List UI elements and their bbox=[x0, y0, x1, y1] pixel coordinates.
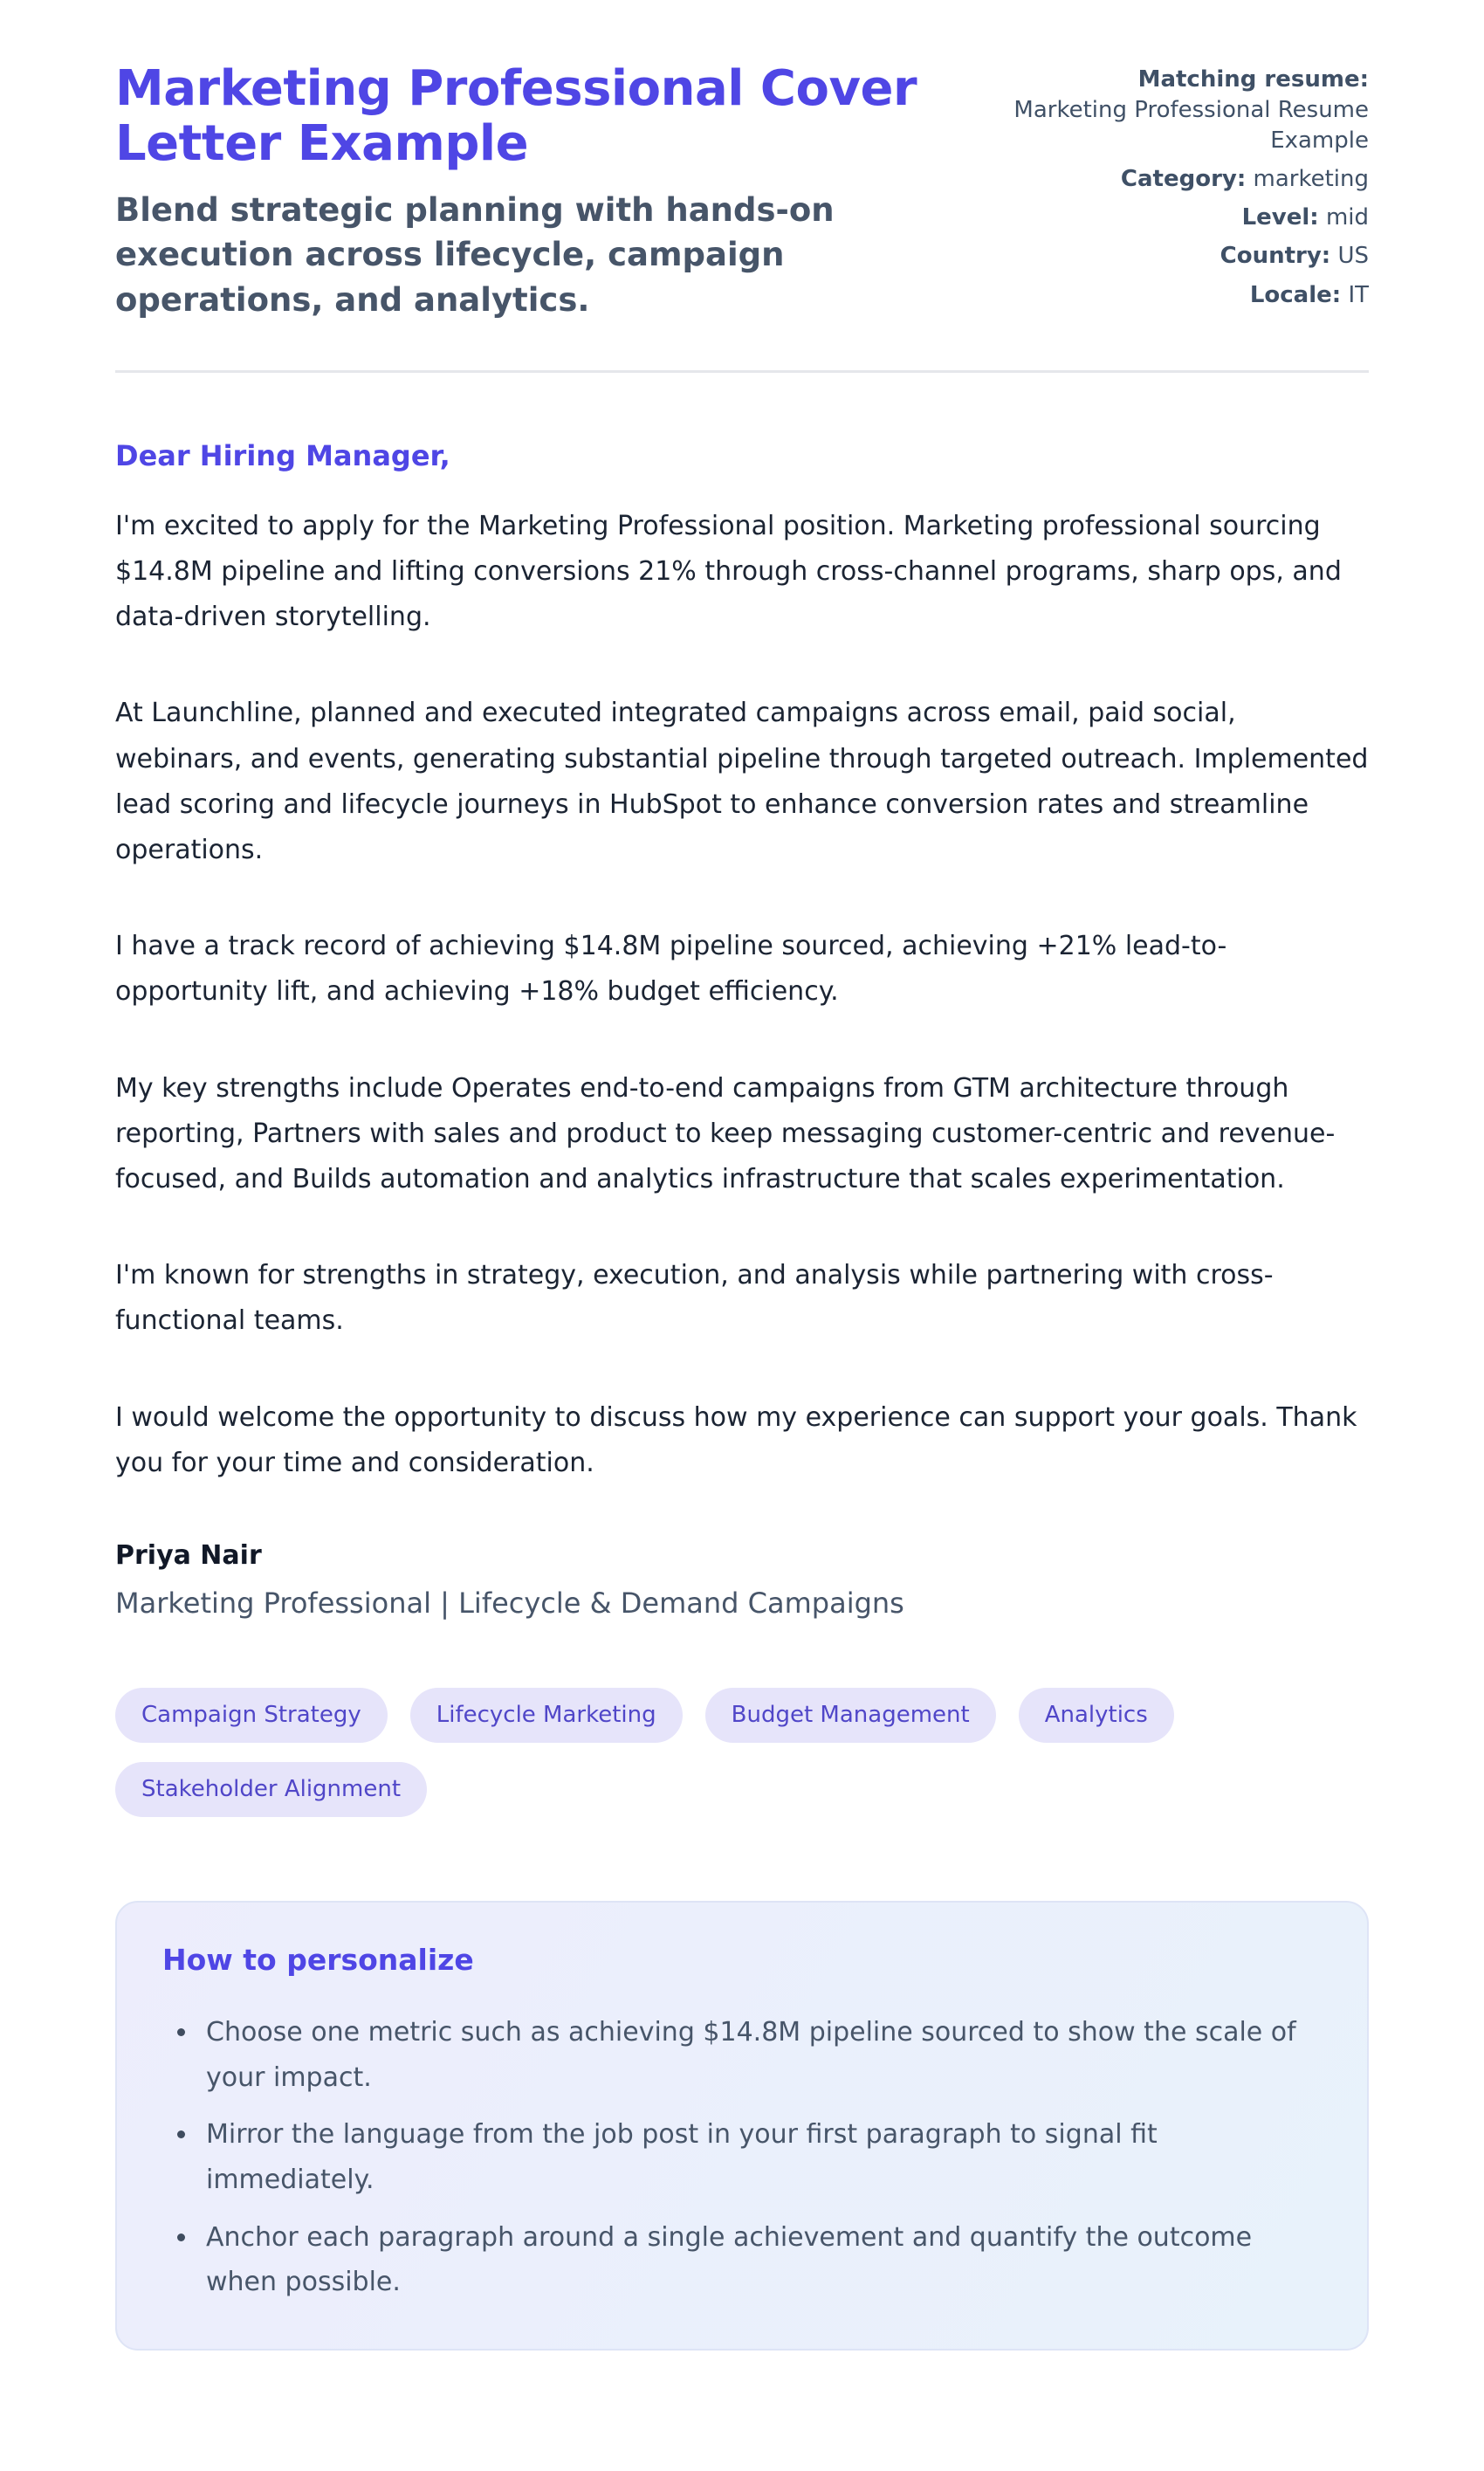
tip-box-title: How to personalize bbox=[162, 1943, 474, 1978]
signature-name: Priya Nair bbox=[115, 1539, 262, 1571]
letter-paragraph: I have a track record of achieving $14.8M pipeline sourced, achieving +21% lead-to-opportunity lift, and achieving +18% budget efficiency. bbox=[115, 931, 1227, 1008]
meta-label: Matching resume: bbox=[1137, 66, 1369, 93]
meta-label: Category: bbox=[1120, 166, 1247, 193]
meta-label: Country: bbox=[1219, 243, 1331, 270]
tip-list-item: • Anchor each paragraph around a single achievement and quantify the outcome when possible. bbox=[199, 2215, 1316, 2305]
skill-tag: Campaign Strategy bbox=[115, 1688, 388, 1743]
meta-locale bbox=[1002, 280, 1369, 311]
tip-list-item: • Mirror the language from the job post in your first paragraph to signal fit immediately. bbox=[199, 2112, 1316, 2202]
header bbox=[115, 61, 1369, 323]
skill-tag: Lifecycle Marketing bbox=[410, 1688, 683, 1743]
meta-value: mid bbox=[1325, 204, 1369, 231]
skill-tag: Stakeholder Alignment bbox=[115, 1762, 427, 1817]
how-to-personalize-box bbox=[115, 1901, 1369, 2351]
tip-list-item: • Choose one metric such as achieving $14.8M pipeline sourced to show the scale of your impact. bbox=[199, 2010, 1316, 2100]
skill-tags bbox=[115, 1688, 1369, 1817]
page-title: Marketing Professional Cover Letter Example bbox=[115, 60, 917, 173]
header-title-block bbox=[115, 61, 967, 323]
meta-value: Marketing Professional Resume Example bbox=[1013, 97, 1369, 155]
meta-panel bbox=[1002, 61, 1369, 319]
letter-paragraph: My key strengths include Operates end-to-end campaigns from GTM architecture through reporting, Partners with sales and product to keep messaging customer-centric and revenue-focused, and Builds automation and analytics infrastructure that scales experimentation. bbox=[115, 1072, 1336, 1194]
letter-paragraph: At Launchline, planned and executed integrated campaigns across email, paid social, webinars, and events, generating substantial pipeline through targeted outreach. Implemented lead scoring and lifecycle journeys in HubSpot to enhance conversion rates and streamline operations. bbox=[115, 698, 1369, 866]
meta-country bbox=[1002, 241, 1369, 272]
letter-paragraph: I would welcome the opportunity to discuss how my experience can support your goals. Thank you for your time and consideration. bbox=[115, 1401, 1357, 1478]
meta-level bbox=[1002, 203, 1369, 233]
skill-tag: Analytics bbox=[1019, 1688, 1174, 1743]
meta-value: IT bbox=[1348, 281, 1369, 308]
header-divider bbox=[115, 370, 1369, 373]
meta-label: Locale: bbox=[1249, 281, 1342, 308]
meta-category bbox=[1002, 164, 1369, 195]
meta-value: US bbox=[1337, 243, 1369, 270]
tip-list bbox=[162, 2010, 1322, 2305]
skill-tag: Budget Management bbox=[705, 1688, 996, 1743]
letter-paragraph: I'm excited to apply for the Marketing Professional position. Marketing professional sourcing $14.8M pipeline and lifting conversions 21% through cross-channel programs, sharp ops, and data-driven storytelling. bbox=[115, 510, 1342, 633]
signature-role: Marketing Professional | Lifecycle & Demand Campaigns bbox=[115, 1586, 904, 1620]
page-subtitle: Blend strategic planning with hands-on execution across lifecycle, campaign operations, and analytics. bbox=[115, 190, 835, 320]
meta-value: marketing bbox=[1253, 166, 1369, 193]
letter-body bbox=[115, 439, 1369, 2351]
meta-matching-resume bbox=[1002, 65, 1369, 156]
letter-paragraph: I'm known for strengths in strategy, execution, and analysis while partnering with cross-functional teams. bbox=[115, 1260, 1274, 1337]
meta-label: Level: bbox=[1241, 204, 1319, 231]
salutation: Dear Hiring Manager, bbox=[115, 438, 450, 472]
